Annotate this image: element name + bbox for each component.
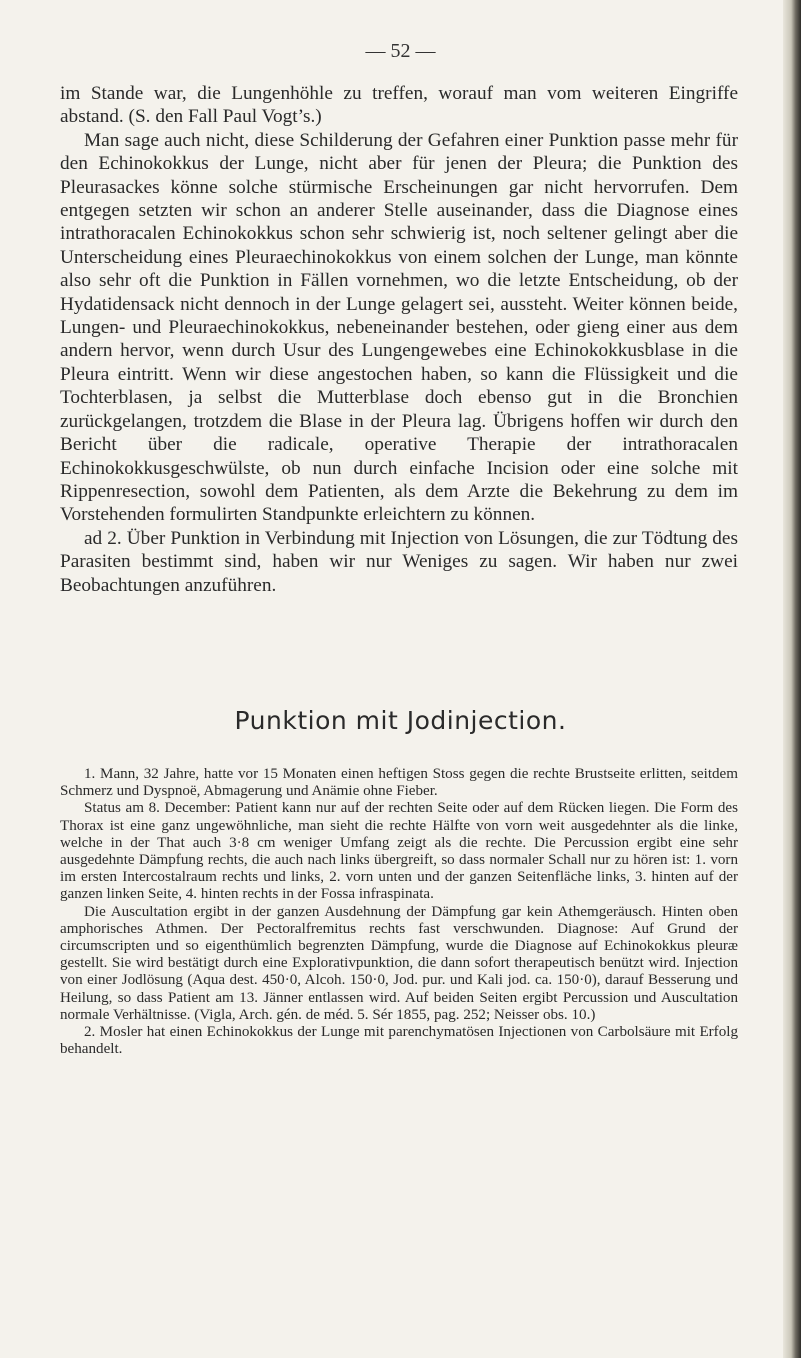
paragraph: ad 2. Über Punktion in Verbindung mit Injection von Lösungen, die zur Tödtung des Parasiten bestimmt sind, haben wir nur Weniges zu sagen. Wir haben nur zwei Beobachtungen anzuführen. (60, 527, 738, 596)
case-paragraph: Die Auscultation ergibt in der ganzen Ausdehnung der Dämpfung gar kein Athemgeräusch. Hinten oben amphorisches Athmen. Der Pectoralfremitus rechts fast verschwunden. Diagnose: Auf Grund der circumscripten und so eigenthümlich begrenzten Dämpfung, wurde die Diagnose auf Echinokokkus pleuræ gestellt. Sie wird bestätigt durch eine Explorativpunktion, die dann sofort therapeutisch benützt wird. Injection von einer Jodlösung (Aqua dest. 450·0, Alcoh. 150·0, Jod. pur. und Kali jod. ca. 150·0), darauf Besserung und Heilung, so dass Patient am 13. Jänner entlassen wird. Auf beiden Seiten ergibt Percussion und Auscultation normale Verhältnisse. (Vigla, Arch. gén. de méd. 5. Sér 1855, pag. 252; Neisser obs. 10.) (60, 903, 738, 1023)
case-reports (60, 766, 738, 1058)
page-edge-shadow (783, 0, 801, 1358)
case-paragraph: 1. Mann, 32 Jahre, hatte vor 15 Monaten einen heftigen Stoss gegen die rechte Brustseite erlitten, seitdem Schmerz und Dyspnoë, Abmagerung und Anämie ohne Fieber. (60, 766, 738, 800)
paragraph: im Stande war, die Lungenhöhle zu treffen, worauf man vom weiteren Eingriffe abstand. (S. den Fall Paul Vogt’s.) (60, 83, 738, 128)
body-text (60, 82, 738, 597)
paragraph: Man sage auch nicht, diese Schilderung der Gefahren einer Punktion passe mehr für den Echinokokkus der Lunge, nicht aber für jenen der Pleura; die Punktion des Pleurasackes könne solche stürmische Erscheinungen gar nicht hervorrufen. Dem entgegen setzten wir schon an anderer Stelle auseinander, dass die Diagnose eines intrathoracalen Echinokokkus schon sehr schwierig ist, noch seltener gelingt aber die Unterscheidung eines Pleuraechinokokkus von einem solchen der Lunge, man könnte also sehr oft die Punktion in Fällen vornehmen, wo die letzte Entscheidung, ob der Hydatidensack nicht dennoch in der Lunge gelagert sei, aussteht. Weiter können beide, Lungen- und Pleuraechinokokkus, nebeneinander bestehen, oder gieng einer aus dem andern hervor, wenn durch Usur des Lungengewebes eine Echinokokkusblase in die Pleura eintritt. Wenn wir diese angestochen haben, so kann die Flüssigkeit und die Tochterblasen, ja selbst die Mutterblase doch ebenso gut in die Bronchien zurückgelangen, trotzdem die Blase in der Pleura lag. Übrigens hoffen wir durch den Bericht über die radicale, operative Therapie der intrathoracalen Echinokokkusgeschwülste, ob nun durch einfache Incision oder eine solche mit Rippenresection, sowohl dem Patienten, als dem Arzte die Bekehrung zu dem im Vorstehenden formulirten Standpunkte erleichtern zu können. (60, 129, 738, 526)
case-paragraph: 2. Mosler hat einen Echinokokkus der Lunge mit parenchymatösen Injectionen von Carbolsäure mit Erfolg behandelt. (60, 1024, 738, 1058)
case-paragraph: Status am 8. December: Patient kann nur auf der rechten Seite oder auf dem Rücken liegen. Die Form des Thorax ist eine ganz ungewöhnliche, man sieht die rechte Hälfte von vorn weit ausgedehnter als die linke, welche in der That auch 3·8 cm weniger Umfang zeigt als die rechte. Die Percussion ergibt eine sehr ausgedehnte Dämpfung rechts, die auch nach links übergreift, so dass normaler Schall nur zu hören ist: 1. vorn im ersten Intercostalraum rechts und links, 2. vorn unten und der ganzen Seitenfläche links, 3. hinten auf der ganzen linken Seite, 4. hinten rechts in der Fossa infraspinata. (60, 800, 738, 903)
page-number: — 52 — (365, 40, 436, 62)
section-heading: Punktion mit Jodinjection. (234, 706, 567, 735)
